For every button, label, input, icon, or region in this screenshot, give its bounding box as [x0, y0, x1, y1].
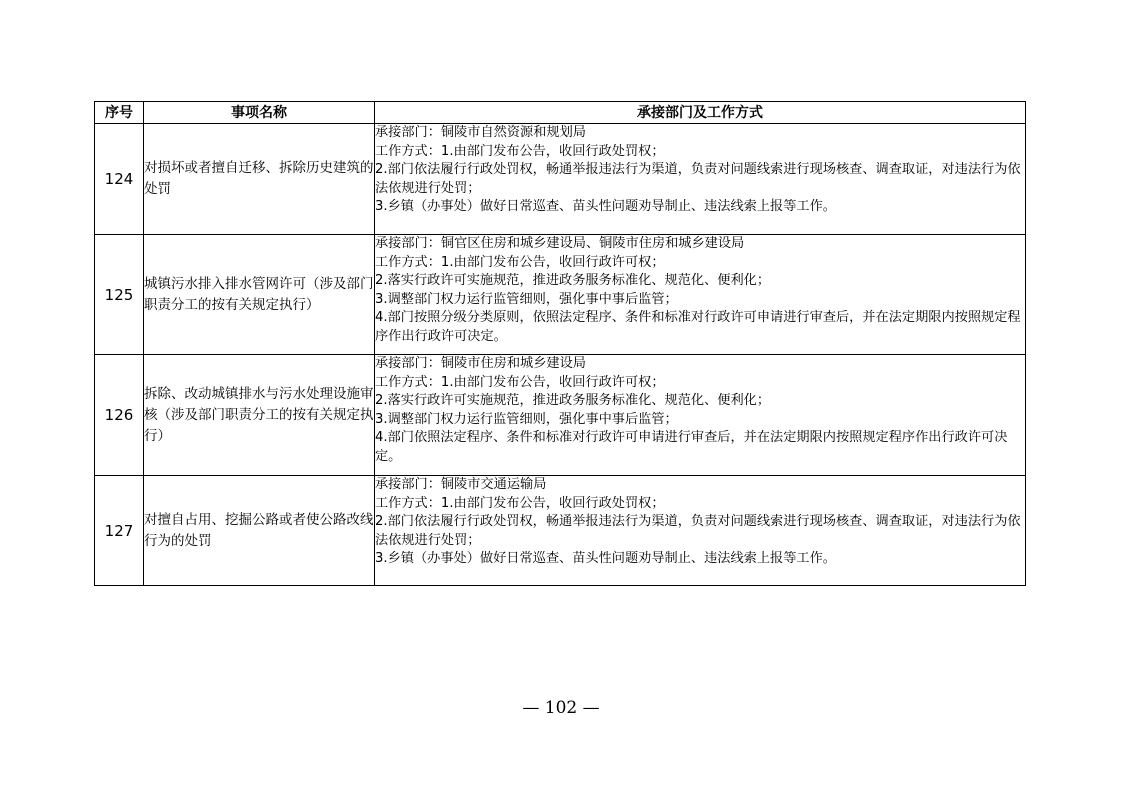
dept-method — [375, 235, 1026, 355]
desc-line: 2.落实行政许可实施规范，推进政务服务标准化、规范化、便利化； — [375, 273, 771, 289]
row-number: 125 — [95, 235, 144, 355]
item-name: 对擅自占用、挖掘公路或者使公路改线行为的处罚 — [144, 476, 375, 586]
desc-line: 4.部门依照法定程序、条件和标准对行政许可申请进行审查后，并在法定期限内按照规定程序作出行政许可决定。 — [375, 430, 1008, 464]
row-number: 127 — [95, 476, 144, 586]
dept-method — [375, 124, 1026, 235]
policy-table — [94, 101, 1026, 586]
row-number: 124 — [95, 124, 144, 235]
desc-line: 承接部门：铜陵市自然资源和规划局 — [375, 125, 586, 140]
table-row — [95, 124, 1026, 235]
row-number: 126 — [95, 355, 144, 476]
desc-line: 3.调整部门权力运行监管细则，强化事中事后监管； — [375, 291, 678, 307]
desc-line: 2.部门依法履行行政处罚权，畅通举报违法行为渠道，负责对问题线索进行现场核查、调查取证，对违法行为依法依规进行处罚； — [375, 514, 1021, 548]
header-seq: 序号 — [95, 102, 144, 124]
item-name: 城镇污水排入排水管网许可（涉及部门职责分工的按有关规定执行） — [144, 235, 375, 355]
header-item-name: 事项名称 — [144, 102, 375, 124]
table-header-row — [95, 102, 1026, 124]
desc-line: 承接部门：铜官区住房和城乡建设局、铜陵市住房和城乡建设局 — [375, 236, 745, 251]
desc-line: 3.调整部门权力运行监管细则，强化事中事后监管； — [375, 411, 678, 427]
item-name: 对损坏或者擅自迁移、拆除历史建筑的处罚 — [144, 124, 375, 235]
dept-method — [375, 476, 1026, 586]
table-row — [95, 235, 1026, 355]
table-row — [95, 355, 1026, 476]
desc-line: 工作方式：1.由部门发布公告，收回行政许可权； — [375, 254, 665, 270]
table-row — [95, 476, 1026, 586]
desc-line: 工作方式：1.由部门发布公告，收回行政许可权； — [375, 374, 665, 390]
page-number: — 102 — — [522, 698, 600, 718]
desc-line: 工作方式：1.由部门发布公告，收回行政处罚权； — [375, 495, 665, 511]
desc-line: 3.乡镇（办事处）做好日常巡查、苗头性问题劝导制止、违法线索上报等工作。 — [375, 551, 836, 567]
desc-line: 承接部门：铜陵市住房和城乡建设局 — [375, 356, 586, 371]
desc-line: 3.乡镇（办事处）做好日常巡查、苗头性问题劝导制止、违法线索上报等工作。 — [375, 199, 836, 215]
dept-method — [375, 355, 1026, 476]
desc-line: 2.部门依法履行行政处罚权，畅通举报违法行为渠道，负责对问题线索进行现场核查、调查取证，对违法行为依法依规进行处罚； — [375, 162, 1021, 196]
desc-line: 承接部门：铜陵市交通运输局 — [375, 477, 547, 492]
desc-line: 工作方式：1.由部门发布公告，收回行政处罚权； — [375, 143, 665, 159]
desc-line: 4.部门按照分级分类原则，依照法定程序、条件和标准对行政许可申请进行审查后，并在法定期限内按照规定程序作出行政许可决定。 — [375, 310, 1021, 344]
desc-line: 2.落实行政许可实施规范，推进政务服务标准化、规范化、便利化； — [375, 393, 771, 409]
header-dept-method: 承接部门及工作方式 — [375, 102, 1026, 124]
item-name: 拆除、改动城镇排水与污水处理设施审核（涉及部门职责分工的按有关规定执行） — [144, 355, 375, 476]
